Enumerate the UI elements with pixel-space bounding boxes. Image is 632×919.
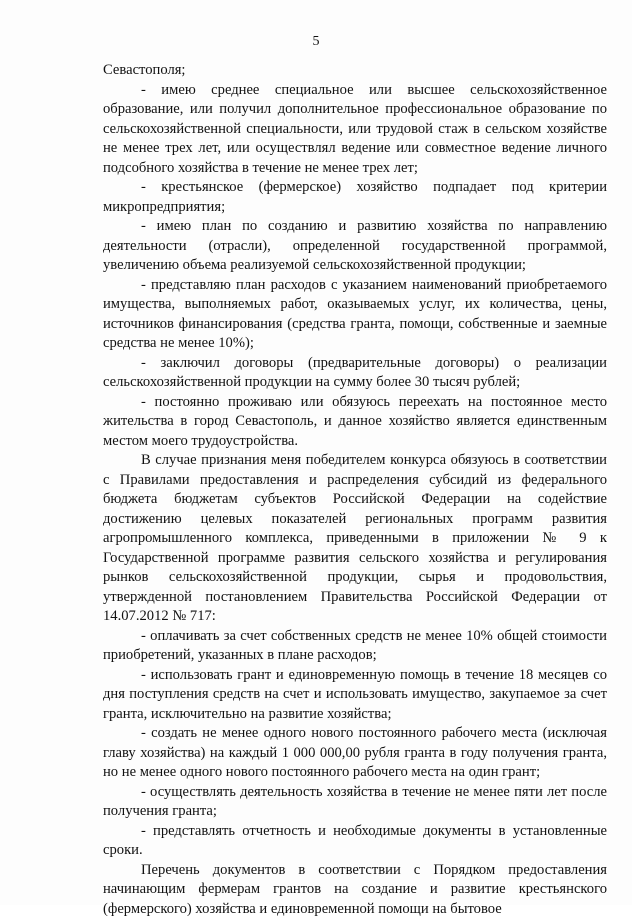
paragraph: В случае признания меня победителем конкурса обязуюсь в соответствии с Правилами предоставления и распределения субсидий из федерального бюджета бюджетам субъектов Российской Федерации на содействие достижению целевых показателей региональных программ развития агропромышленного комплекса, приведенными в приложении № 9 к Государственной программе развития сельского хозяйства и регулирования рынков сельскохозяйственной продукции, сырья и продовольствия, утвержденной постановлением Правительства Российской Федерации от 14.07.2012 № 717: [103, 451, 607, 627]
list-item: - постоянно проживаю или обязуюсь переехать на постоянное место жительства в город Севастополь, и данное хозяйство является единственным местом моего трудоустройства. [103, 393, 607, 452]
list-item: - создать не менее одного нового постоянного рабочего места (исключая главу хозяйства) на каждый 1 000 000,00 рубля гранта в году получения гранта, но не менее одного нового постоянного рабочего места на один грант; [103, 724, 607, 783]
list-item: - представляю план расходов с указанием наименований приобретаемого имущества, выполняемых работ, оказываемых услуг, их количества, цены, источников финансирования (средства гранта, помощи, собственные и заемные средства не менее 10%); [103, 276, 607, 354]
list-item: - представлять отчетность и необходимые документы в установленные сроки. [103, 822, 607, 861]
list-item: - крестьянское (фермерское) хозяйство подпадает под критерии микропредприятия; [103, 178, 607, 217]
list-item: - оплачивать за счет собственных средств не менее 10% общей стоимости приобретений, указанных в плане расходов; [103, 627, 607, 666]
page-number: 5 [0, 34, 632, 50]
list-item: - заключил договоры (предварительные договоры) о реализации сельскохозяйственной продукции на сумму более 30 тысяч рублей; [103, 354, 607, 393]
list-item: - использовать грант и единовременную помощь в течение 18 месяцев со дня поступления средств на счет и использовать имущество, закупаемое за счет гранта, исключительно на развитие хозяйства; [103, 666, 607, 725]
paragraph: Севастополя; [103, 61, 607, 81]
body-text [103, 61, 607, 919]
paragraph: Перечень документов в соответствии с Порядком предоставления начинающим фермерам грантов на создание и развитие крестьянского (фермерского) хозяйства и единовременной помощи на бытовое [103, 861, 607, 919]
list-item: - имею план по созданию и развитию хозяйства по направлению деятельности (отрасли), определенной государственной программой, увеличению объема реализуемой сельскохозяйственной продукции; [103, 217, 607, 276]
list-item: - осуществлять деятельность хозяйства в течение не менее пяти лет после получения гранта; [103, 783, 607, 822]
list-item: - имею среднее специальное или высшее сельскохозяйственное образование, или получил дополнительное профессиональное образование по сельскохозяйственной специальности, или трудовой стаж в сельском хозяйстве не менее трех лет, или осуществлял ведение или совместное ведение личного подсобного хозяйства в течение не менее трех лет; [103, 81, 607, 179]
